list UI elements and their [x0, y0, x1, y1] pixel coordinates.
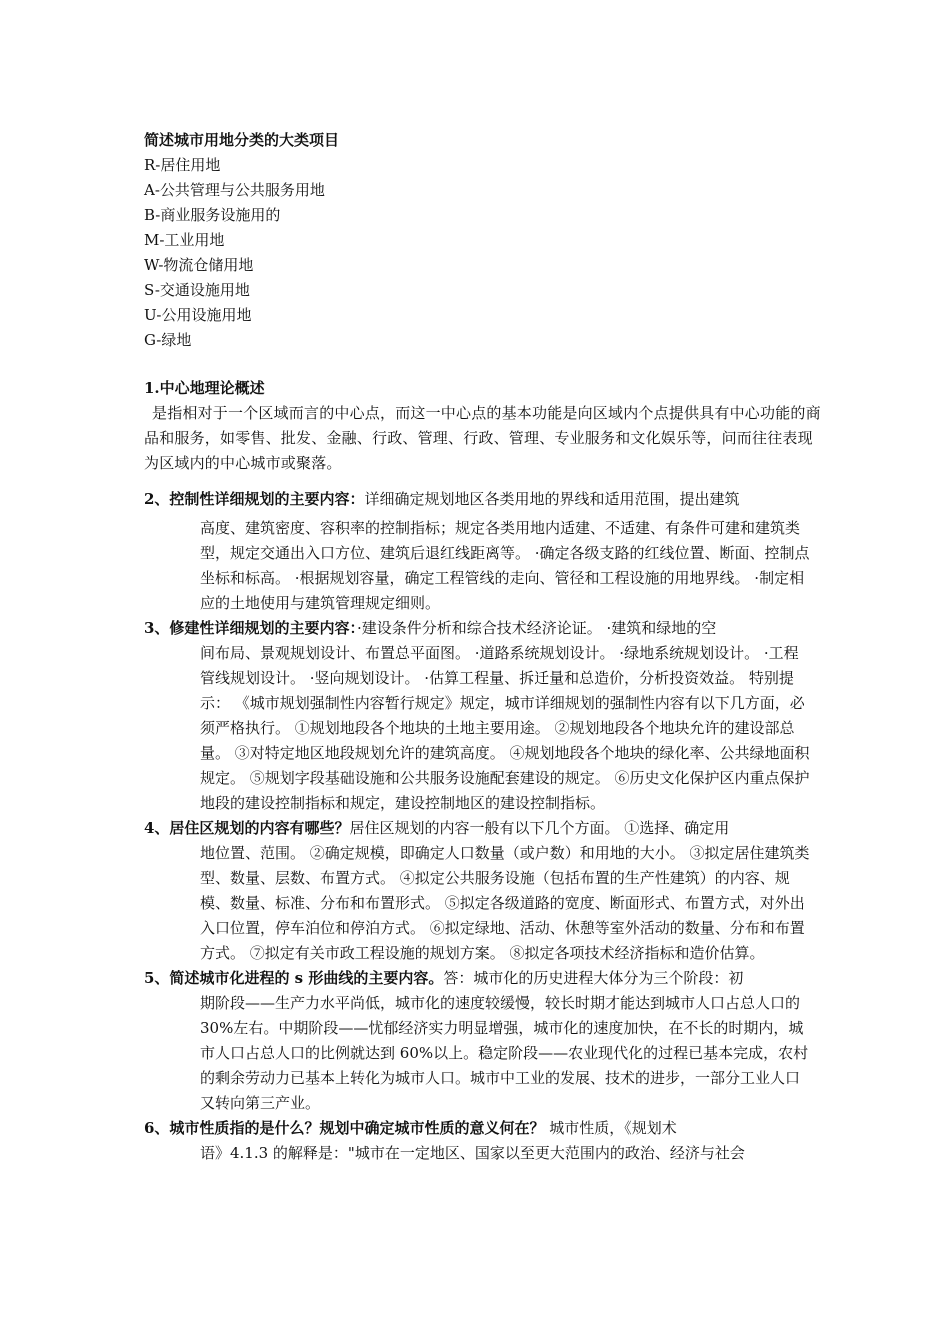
item-first-line: 详细确定规划地区各类用地的界线和适用范围，提出建筑: [364, 490, 740, 508]
central-place-title: 1.中心地理论概述: [144, 379, 265, 397]
numbered-item: [144, 487, 812, 616]
land-use-title: 简述城市用地分类的大类项目: [144, 131, 340, 149]
land-use-item: S-交通设施用地: [144, 281, 250, 299]
item-heading: 2、控制性详细规划的主要内容：: [144, 490, 365, 508]
item-heading: 6、城市性质指的是什么？规划中确定城市性质的意义何在？: [144, 1119, 545, 1137]
item-first-line: 城市性质，《规划术: [544, 1119, 677, 1137]
item-heading: 5、简述城市化进程的 s 形曲线的主要内容。: [144, 969, 444, 987]
land-use-section: [144, 128, 824, 353]
item-heading: 3、修建性详细规划的主要内容：: [144, 619, 357, 637]
land-use-item: R-居住用地: [144, 156, 221, 174]
item-continuation: 期阶段——生产力水平尚低，城市化的速度较缓慢，较长时期才能达到城市人口占总人口的 30%左右。中期阶段——忧郁经济实力明显增强，城市化的速度加快，在不长的时期内，城市人口占总人口的比例就达到 60%以上。稳定阶段——农业现代化的过程已基本完成，农村的剩余劳动力已基本上转化为城市人口。城市中工业的发展、技术的进步，一部分工业人口又转向第三产业。: [200, 994, 809, 1112]
land-use-item: U-公用设施用地: [144, 306, 252, 324]
central-place-section: [144, 376, 824, 476]
item-first-line: 居住区规划的内容一般有以下几个方面。 ①选择、确定用: [349, 819, 730, 837]
numbered-item: [144, 616, 812, 816]
numbered-items: [144, 487, 812, 1166]
item-continuation: 地位置、范围。 ②确定规模，即确定人口数量（或户数）和用地的大小。 ③拟定居住建筑类型、数量、层数、布置方式。 ④拟定公共服务设施（包括布置的生产性建筑）的内容、规模、数量、标准、分布和布置形式。 ⑤拟定各级道路的宽度、断面形式、布置方式，对外出入口位置，停车泊位和停泊方式。 ⑥拟定绿地、活动、休憩等室外活动的数量、分布和布置方式。 ⑦拟定有关市政工程设施的规划方案。 ⑧拟定各项技术经济指标和造价估算。: [200, 844, 810, 962]
numbered-item: [144, 966, 812, 1116]
item-first-line: 答：城市化的历史进程大体分为三个阶段：初: [443, 969, 744, 987]
land-use-item: W-物流仓储用地: [144, 256, 254, 274]
item-continuation: 高度、建筑密度、容积率的控制指标；规定各类用地内适建、不适建、有条件可建和建筑类型，规定交通出入口方位、建筑后退红线距离等。 ·确定各级支路的红线位置、断面、控制点坐标和标高。 ·根据规划容量，确定工程管线的走向、管径和工程设施的用地界线。 ·制定相应的土地使用与建筑管理规定细则。: [200, 519, 810, 612]
item-first-line: ·建设条件分析和综合技术经济论证。 ·建筑和绿地的空: [356, 619, 717, 637]
item-continuation: 间布局、景观规划设计、布置总平面图。 ·道路系统规划设计。 ·绿地系统规划设计。 ·工程管线规划设计。 ·竖向规划设计。 ·估算工程量、拆迁量和总造价，分析投资效益。 特别提示： 《城市规划强制性内容暂行规定》规定，城市详细规划的强制性内容有以下几方面，必须严格执行。 ①规划地段各个地块的土地主要用途。 ②规划地段各个地块允许的建设部总量。 ③对特定地区地段规划允许的建筑高度。 ④规划地段各个地块的绿化率、公共绿地面积规定。 ⑤规划字段基础设施和公共服务设施配套建设的规定。 ⑥历史文化保护区内重点保护地段的建设控制指标和规定，建设控制地区的建设控制指标。: [200, 644, 810, 812]
land-use-item: B-商业服务设施用的: [144, 206, 281, 224]
item-heading: 4、居住区规划的内容有哪些？: [144, 819, 350, 837]
numbered-item: [144, 1116, 812, 1166]
land-use-item: M-工业用地: [144, 231, 225, 249]
land-use-item: A-公共管理与公共服务用地: [144, 181, 325, 199]
land-use-item: G-绿地: [144, 331, 192, 349]
item-continuation: 语》4.1.3 的解释是："城市在一定地区、国家以至更大范围内的政治、经济与社会: [200, 1144, 745, 1162]
central-place-body: 是指相对于一个区域而言的中心点，而这一中心点的基本功能是向区域内个点提供具有中心功能的商品和服务，如零售、批发、金融、行政、管理、行政、管理、专业服务和文化娱乐等，问而往往表现为区域内的中心城市或聚落。: [144, 404, 821, 472]
numbered-item: [144, 816, 812, 966]
